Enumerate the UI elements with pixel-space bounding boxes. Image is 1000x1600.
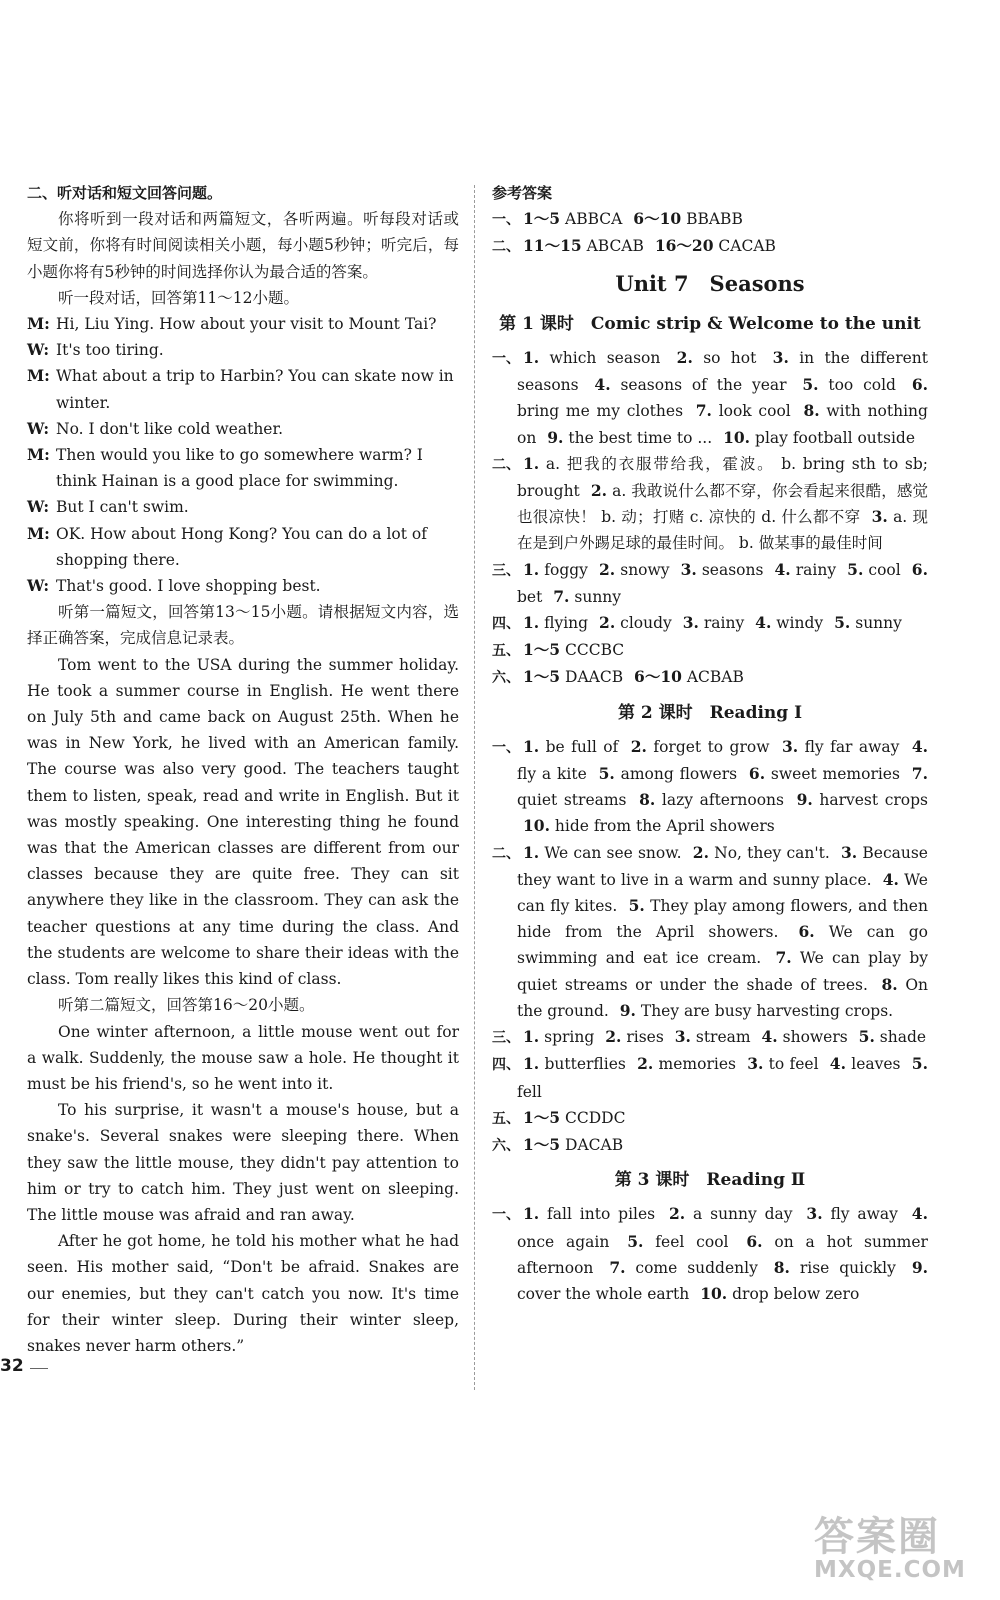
answer-text: on a hot summer afternoon — [517, 1232, 928, 1277]
answer-row-mark: 三、 — [492, 562, 520, 579]
answer-row — [492, 345, 928, 451]
answer-number: 7. — [775, 948, 792, 968]
answer-number: 6～10 — [633, 209, 682, 229]
answer-text: fall into piles — [547, 1205, 656, 1224]
answer-text: foggy — [544, 560, 588, 579]
answer-row-mark: 五、 — [492, 643, 520, 660]
passage1-intro: 听第一篇短文，回答第13～15小题。请根据短文内容，选择正确答案，完成信息记录表。 — [27, 603, 459, 648]
answer-text: in the different seasons — [517, 349, 929, 395]
answer-text: drop below zero — [732, 1284, 860, 1303]
watermark-url: MXQE.COM — [814, 1557, 966, 1583]
answer-number: 6. — [798, 922, 815, 942]
answer-number: 3. — [682, 613, 699, 633]
watermark-logo-text: 答案圈 — [814, 1514, 940, 1560]
answer-text: flying — [544, 614, 589, 633]
dialog-intro: 听一段对话，回答第11～12小题。 — [58, 288, 299, 307]
answer-number: 2. — [637, 1054, 654, 1074]
answer-text: come suddenly — [635, 1258, 758, 1277]
lessons — [492, 311, 928, 1307]
answer-row — [492, 664, 928, 691]
dialog-line — [27, 416, 459, 442]
answer-text: stream — [695, 1028, 751, 1047]
dialog-text: It's too tiring. — [56, 341, 164, 360]
answer-text: cool — [868, 560, 901, 579]
answer-text: cover the whole earth — [517, 1284, 690, 1303]
dialog-line — [27, 442, 459, 494]
answer-number: 2. — [598, 559, 616, 579]
answer-text: lazy afternoons — [661, 791, 784, 810]
answer-text: the best time to ... — [568, 428, 713, 447]
answer-number: 4. — [882, 869, 899, 889]
answer-row-mark: 四、 — [492, 616, 520, 633]
watermark — [808, 1505, 978, 1590]
answer-number: 6. — [746, 1231, 763, 1251]
answer-text: forget to grow — [653, 737, 770, 756]
answer-number: 2. — [630, 736, 647, 756]
section-title: 二、听对话和短文回答问题。 — [27, 184, 223, 202]
answer-number: 3. — [680, 559, 697, 579]
answer-text: feel cool — [655, 1232, 729, 1251]
answer-number: 4. — [829, 1054, 846, 1074]
answer-text: rises — [626, 1028, 664, 1047]
answer-number: 9. — [547, 427, 564, 447]
answer-row-mark: 二、 — [492, 845, 520, 862]
answer-text: DAACB — [565, 668, 624, 687]
answer-number: 5. — [911, 1054, 928, 1074]
answer-text: seasons of the year — [620, 376, 787, 395]
answer-text: seasons — [701, 560, 764, 579]
answer-number: 4. — [761, 1027, 778, 1047]
answer-text: so hot — [703, 349, 757, 368]
answer-number: 5. — [598, 764, 615, 784]
answer-text: ABCAB — [586, 237, 644, 256]
answer-row — [492, 451, 928, 557]
dialog-line — [27, 311, 459, 337]
answer-number: 7. — [553, 586, 570, 606]
answer-number: 9. — [796, 790, 813, 810]
answer-number: 1. — [523, 559, 540, 579]
answer-text: be full of — [545, 737, 619, 756]
answer-number: 1. — [523, 736, 540, 756]
passage1: Tom went to the USA during the summer holiday. He took a summer course in English. He went there on July 5th and came back on August 25th. When he was in New York, he lived with an American family. The course was also very good. The teachers taught them to listen, speak, read and write in English. But it was mostly speaking. One interesting thing he found was that the American classes are different from our classes because they are quite free. They can sit anywhere they like in the classroom. They can ask the teacher questions at any time during the class. And the students are welcome to share their ideas with the class. Tom really likes this kind of class. — [27, 655, 459, 989]
dialog-line — [27, 573, 459, 599]
answer-number: 8. — [803, 401, 820, 421]
answer-number: 7. — [911, 764, 928, 784]
dialog — [27, 311, 459, 599]
dialog-speaker: W: — [27, 340, 50, 360]
answer-text: sunny — [855, 614, 902, 633]
lesson-title: 第 2 课时 Reading Ⅰ — [617, 702, 803, 723]
answer-text: spring — [544, 1028, 595, 1047]
dialog-text: OK. How about Hong Kong? You can do a lot of shopping there. — [56, 524, 427, 569]
answer-number: 11～15 — [523, 236, 582, 256]
answer-row-mark: 四、 — [492, 1057, 520, 1074]
answer-number: 6. — [911, 559, 928, 579]
answer-row — [492, 1024, 928, 1051]
answer-text: ABBCA — [565, 210, 623, 229]
answer-text: rainy — [703, 614, 745, 633]
answer-text: a sunny day — [693, 1205, 793, 1224]
answer-text: rise quickly — [799, 1258, 896, 1277]
answer-number: 16～20 — [654, 236, 714, 256]
answer-row — [492, 840, 928, 1024]
answer-row — [492, 1051, 928, 1104]
answer-text: quiet streams — [517, 791, 627, 810]
answer-number: 8. — [881, 974, 898, 994]
answer-text: bring me my clothes — [517, 402, 684, 421]
answer-number: 1. — [523, 1204, 540, 1224]
answer-text: fell — [517, 1082, 542, 1101]
answer-text: butterflies — [544, 1055, 626, 1074]
answer-number: 7. — [609, 1257, 626, 1277]
answer-number: 1. — [523, 613, 540, 633]
answer-number: 4. — [911, 736, 929, 756]
dialog-speaker: W: — [27, 418, 50, 438]
answer-number: 9. — [911, 1257, 928, 1277]
dialog-line — [27, 363, 459, 415]
answer-number: 1. — [523, 842, 540, 862]
answer-row — [492, 1105, 928, 1132]
answer-number: 1～5 — [523, 1107, 561, 1127]
dialog-text: What about a trip to Harbin? You can skate now in winter. — [56, 367, 454, 412]
answer-row-mark: 三、 — [492, 1030, 520, 1047]
answer-number: 3. — [841, 842, 858, 862]
answer-number: 2. — [590, 481, 608, 501]
answer-number: 1. — [523, 1054, 540, 1074]
answer-text: among flowers — [620, 765, 738, 784]
answer-number: 1～5 — [523, 667, 561, 687]
answer-text: On the ground. — [517, 975, 929, 1020]
answer-text: windy — [776, 614, 824, 633]
answer-text: with nothing on — [517, 402, 928, 447]
answers-title: 参考答案 — [492, 184, 553, 202]
answer-number: 2. — [676, 348, 693, 368]
passage2 — [27, 1019, 459, 1360]
answer-text: CACAB — [718, 237, 776, 256]
answer-row — [492, 233, 928, 260]
dialog-text: Hi, Liu Ying. How about your visit to Mount Tai? — [56, 315, 437, 334]
answer-text: a. 把我的衣服带给我，霍波。 b. bring sth to sb; brought — [517, 454, 928, 501]
answer-text: fly away — [830, 1205, 898, 1224]
dialog-speaker: M: — [27, 366, 50, 386]
answer-row-mark: 一、 — [492, 1207, 520, 1224]
answer-text: sunny — [574, 587, 622, 606]
answer-row — [492, 1132, 928, 1159]
answer-text: We can fly kites. — [517, 870, 928, 916]
passage2-paragraph: To his surprise, it wasn't a mouse's house, but a snake's. Several snakes were sleeping there. When they saw the little mouse, they didn't pay attention to him or try to catch him. They just went on sleeping. The little mouse was afraid and ran away. — [27, 1101, 459, 1224]
right-column — [492, 180, 928, 1307]
passage2-paragraph: One winter afternoon, a little mouse went out for a walk. Suddenly, the mouse saw a hole. He thought it must be his friend's, so he went into it. — [27, 1022, 459, 1093]
answer-text: to feel — [768, 1055, 819, 1074]
answer-number: 10. — [723, 427, 751, 447]
lesson-title: 第 1 课时 Comic strip & Welcome to the unit — [499, 313, 921, 334]
answer-number: 5. — [847, 559, 864, 579]
answer-text: They are busy harvesting crops. — [640, 1001, 894, 1020]
dialog-text: But I can't swim. — [56, 498, 189, 517]
answer-text: They play among flowers, and then hide from the April showers. — [517, 897, 928, 942]
lesson-title: 第 3 课时 Reading Ⅱ — [614, 1170, 806, 1191]
passage2-intro: 听第二篇短文，回答第16～20小题。 — [58, 996, 315, 1015]
answer-text: We can go swimming and eat ice cream. — [517, 923, 928, 968]
answer-number: 6. — [748, 764, 766, 784]
answer-number: 4. — [755, 613, 772, 633]
answer-number: 1～5 — [523, 1134, 561, 1154]
answer-number: 8. — [639, 790, 656, 810]
dialog-speaker: M: — [27, 314, 50, 334]
answer-text: sweet memories — [770, 765, 900, 784]
page-number: 32 — [0, 1356, 24, 1376]
answer-number: 3. — [806, 1204, 823, 1224]
answer-number: 10. — [700, 1283, 728, 1303]
answer-row-mark: 一、 — [492, 351, 520, 368]
answer-text: snowy — [620, 560, 670, 579]
answer-number: 4. — [774, 559, 791, 579]
answer-text: CCDDC — [565, 1108, 626, 1127]
answer-number: 4. — [911, 1204, 928, 1224]
dialog-line — [27, 337, 459, 363]
answer-row — [492, 557, 928, 610]
answer-row-mark: 二、 — [492, 239, 520, 256]
passage2-paragraph: After he got home, he told his mother what he had seen. His mother said, “Don't be afraid. Snakes are our enemies, but they can't catch you now. It's time for their winter sleep. During their winter sleep, snakes never harm others.” — [27, 1232, 459, 1355]
answer-row-mark: 一、 — [492, 739, 520, 756]
answer-number: 9. — [619, 1000, 636, 1020]
answer-text: DACAB — [565, 1135, 624, 1154]
answer-number: 2. — [599, 613, 616, 633]
answer-text: once again — [517, 1232, 610, 1251]
answer-number: 1. — [523, 453, 540, 473]
dialog-speaker: M: — [27, 445, 50, 465]
answer-text: ACBAB — [686, 668, 744, 687]
answer-row — [492, 1201, 928, 1307]
answer-text: play football outside — [755, 428, 916, 447]
answer-text: a. 现在是到户外踢足球的最佳时间。 b. 做某事的最佳时间 — [517, 508, 928, 553]
answer-number: 1～5 — [523, 209, 561, 229]
answer-row — [492, 734, 928, 840]
dialog-text: That's good. I love shopping best. — [56, 577, 321, 596]
answer-text: hide from the April showers — [554, 817, 775, 836]
answer-number: 8. — [773, 1257, 790, 1277]
answer-row-mark: 一、 — [492, 212, 520, 229]
instructions: 你将听到一段对话和两篇短文，各听两遍。听每段对话或短文前，你将有时间阅读相关小题，每小题5秒钟；听完后，每小题你将有5秒钟的时间选择你认为最合适的答案。 — [27, 210, 459, 281]
answer-text: a. 我敢说什么都不穿，你会看起来很酷，感觉也很凉快！ b. 动；打赌 c. 凉快的 d. 什么都不穿 — [517, 482, 928, 527]
answer-text: memories — [658, 1055, 736, 1074]
answer-number: 5. — [834, 613, 851, 633]
dialog-speaker: M: — [27, 523, 50, 543]
answer-text: No, they can't. — [714, 843, 830, 862]
dialog-line — [27, 521, 459, 573]
answer-text: BBABB — [686, 210, 743, 229]
answer-text: CCCBC — [565, 641, 625, 660]
dialog-text: Then would you like to go somewhere warm? I think Hainan is a good place for swimming. — [56, 446, 423, 491]
answer-number: 5. — [627, 1231, 644, 1251]
page-number-rule — [30, 1368, 48, 1369]
answer-number: 4. — [594, 375, 611, 395]
answer-number: 3. — [772, 348, 789, 368]
dialog-speaker: W: — [27, 576, 50, 596]
answer-row — [492, 637, 928, 664]
answer-number: 10. — [523, 816, 550, 836]
answer-row-mark: 五、 — [492, 1110, 520, 1127]
answer-number: 7. — [695, 401, 712, 421]
answer-number: 3. — [781, 736, 799, 756]
answer-number: 2. — [605, 1027, 622, 1047]
answer-row — [492, 206, 928, 233]
answer-text: showers — [782, 1028, 848, 1047]
answer-row-mark: 六、 — [492, 1137, 520, 1154]
answer-text: fly far away — [804, 737, 900, 756]
answer-row-mark: 二、 — [492, 456, 520, 473]
left-column — [27, 180, 459, 1359]
answer-text: bet — [517, 587, 543, 606]
answer-number: 6～10 — [634, 667, 682, 687]
answer-text: which season — [549, 349, 661, 368]
answer-text: We can see snow. — [544, 843, 682, 862]
answer-text: Because they want to live in a warm and sunny place. — [517, 843, 928, 889]
answer-number: 3. — [674, 1027, 691, 1047]
answer-number: 2. — [668, 1204, 686, 1224]
answer-row — [492, 610, 928, 637]
answer-text: cloudy — [620, 614, 672, 633]
answer-number: 5. — [802, 375, 819, 395]
answer-text: harvest crops — [819, 791, 928, 810]
dialog-speaker: W: — [27, 497, 50, 517]
answer-text: leaves — [851, 1055, 901, 1074]
answer-row-mark: 六、 — [492, 670, 520, 687]
answer-number: 3. — [871, 507, 888, 527]
column-divider — [474, 185, 475, 1390]
answer-text: rainy — [795, 560, 837, 579]
answer-number: 3. — [747, 1054, 764, 1074]
answer-number: 1～5 — [523, 640, 561, 660]
answer-number: 5. — [628, 896, 645, 916]
dialog-line — [27, 494, 459, 520]
answer-text: shade — [879, 1028, 927, 1047]
prev-answers — [492, 206, 928, 260]
answer-number: 5. — [858, 1027, 875, 1047]
answer-text: too cold — [828, 376, 896, 395]
unit-title: Unit 7 Seasons — [615, 270, 805, 296]
answer-text: look cool — [718, 402, 791, 421]
answer-number: 1. — [523, 1027, 540, 1047]
answer-number: 1. — [523, 348, 540, 368]
answer-number: 6. — [911, 375, 928, 395]
answer-number: 2. — [692, 842, 709, 862]
dialog-text: No. I don't like cold weather. — [56, 419, 284, 438]
answer-text: fly a kite — [517, 765, 587, 784]
answer-text: We can play by quiet streams or under the shade of trees. — [517, 949, 928, 994]
